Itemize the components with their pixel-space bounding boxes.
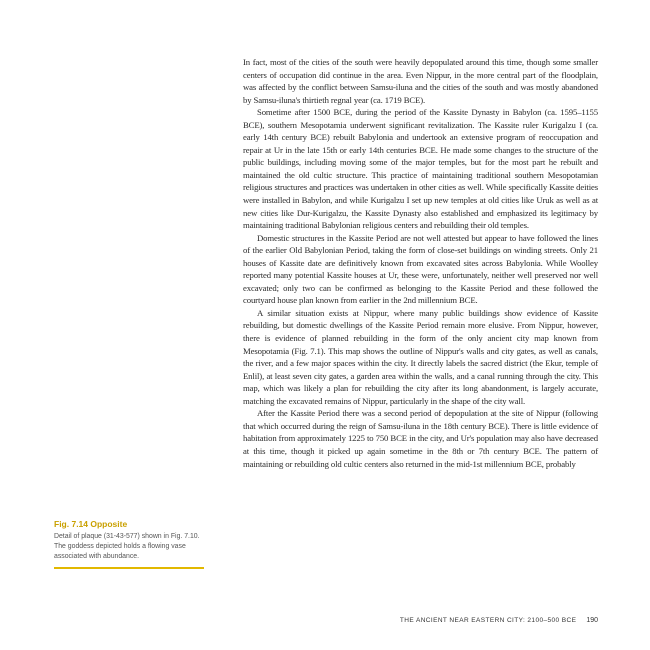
body-text [243, 56, 598, 470]
paragraph: A similar situation exists at Nippur, where many public buildings show evidence of Kassite rebuilding, but domestic dwellings of the Kassite Period remain more elusive. From Nippur, however, there is evidence of planned rebuilding in the form of the only ancient city map known from Mesopotamia (Fig. 7.1). This map shows the outline of Nippur's walls and city gates, as well as canals, the river, and a few major spaces within the city. It directly labels the sacred district (the Ekur, temple of Enlil), at least seven city gates, a garden area within the walls, and a canal running through the city. This map, which was likely a plan for rebuilding the city after its long abandonment, is largely accurate, matching the excavated remains of Nippur, particularly in the shape of the city wall. [243, 307, 598, 406]
figure-caption [54, 519, 204, 569]
page-footer [380, 617, 598, 624]
page-number: 190 [586, 617, 598, 624]
paragraph: Domestic structures in the Kassite Period are not well attested but appear to have followed the lines of the earlier Old Babylonian Period, taking the form of close-set buildings on winding streets. Only 21 houses of Kassite date are definitively known from excavated sites across Babylonia. While Woolley reported many potential Kassite houses at Ur, these were, unfortunately, neither well preserved nor well excavated; only two can be confirmed as belonging to the Kassite Period and these followed the courtyard house plan known from earlier in the 2nd millennium BCE. [243, 232, 598, 306]
caption-rule [54, 567, 204, 569]
paragraph: After the Kassite Period there was a second period of depopulation at the site of Nippur (following that which occurred during the reign of Samsu-iluna in the 18th century BCE). There is little evidence of habitation from approximately 1225 to 750 BCE in the city, and Ur's population may also have decreased at this time, though it picked up again sometime in the 8th or 7th century BCE. The pattern of maintaining or rebuilding old cultic centers also returned in the mid-1st millennium BCE, probably [243, 408, 598, 469]
paragraph: Sometime after 1500 BCE, during the period of the Kassite Dynasty in Babylon (ca. 1595–1155 BCE), southern Mesopotamia underwent significant revitalization. The Kassite ruler Kurigalzu I (ca. early 14th century BCE) rebuilt Babylonia and undertook an extensive program of reoccupation and repair at Ur in the late 15th or early 14th centuries BCE. He made some changes to the structure of the public buildings, including moving some of the major temples, but for the most part he rebuilt and maintained the old cultic structure. This practice of maintaining traditional southern Mesopotamian religious structures and practices was undertaken in other cities as well. While specifically Kassite deities were installed in Babylon, and while Kurigalzu I set up new temples at old cities like Uruk as well as at new cities like Dur-Kurigalzu, the Kassite Dynasty also established and emphasized its legitimacy by maintaining traditional Babylonian religious centers and rebuilding their old temples. [243, 107, 598, 231]
paragraph: In fact, most of the cities of the south were heavily depopulated around this time, though some smaller centers of occupation did continue in the area. Even Nippur, in the more central part of the floodplain, was affected by the conflict between Samsu-iluna and the cities of the south and was mostly abandoned by Samsu-iluna's thirtieth regnal year (ca. 1719 BCE). [243, 57, 598, 105]
caption-title: Fig. 7.14 Opposite [54, 519, 128, 529]
caption-text: Detail of plaque (31-43-577) shown in Fig. 7.10. The goddess depicted holds a flowing vase associated with abundance. [54, 533, 200, 561]
running-title: THE ANCIENT NEAR EASTERN CITY: 2100–500 BCE [399, 617, 577, 624]
